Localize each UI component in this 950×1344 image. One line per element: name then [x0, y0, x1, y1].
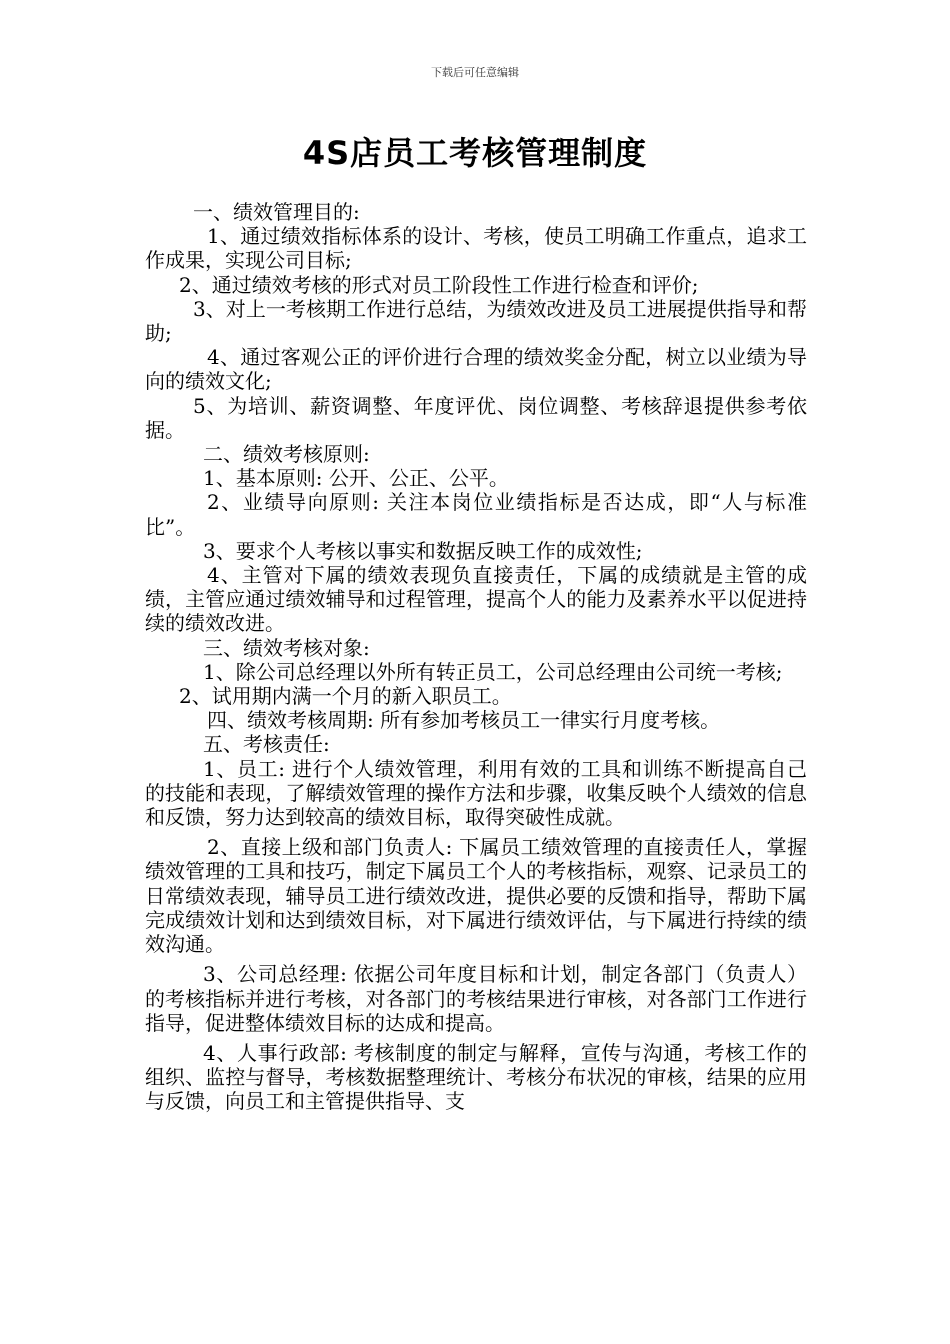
paragraph: 1、通过绩效指标体系的设计、考核，使员工明确工作重点，追求工作成果，实现公司目标;: [145, 224, 807, 273]
paragraph: 4、主管对下属的绩效表现负直接责任，下属的成绩就是主管的成绩，主管应通过绩效辅导和过程管理，提高个人的能力及素养水平以促进持续的绩效改进。: [145, 563, 807, 636]
paragraph: 1、员工: 进行个人绩效管理，利用有效的工具和训练不断提高自己的技能和表现，了解绩效管理的操作方法和步骤，收集反映个人绩效的信息和反馈，努力达到较高的绩效目标，取得突破性成就。: [145, 756, 807, 830]
paragraph: 2、业绩导向原则: 关注本岗位业绩指标是否达成，即“人与标准比”。: [145, 490, 807, 539]
paragraph: 3、公司总经理: 依据公司年度目标和计划，制定各部门（负责人）的考核指标并进行考核，对各部门的考核结果进行审核，对各部门工作进行指导，促进整体绩效目标的达成和提高。: [145, 962, 807, 1035]
paragraph: 二、绩效考核原则:: [203, 442, 370, 467]
paragraph: 4、通过客观公正的评价进行合理的绩效奖金分配，树立以业绩为导向的绩效文化;: [145, 345, 807, 394]
paragraph: 1、基本原则: 公开、公正、公平。: [203, 466, 509, 491]
paragraph: 2、直接上级和部门负责人: 下属员工绩效管理的直接责任人，掌握绩效管理的工具和技巧，制定下属员工个人的考核指标，观察、记录员工的日常绩效表现，辅导员工进行绩效改进，提供必要的反馈和指导，帮助下属完成绩效计划和达到绩效目标，对下属进行绩效评估，与下属进行持续的绩效沟通。: [145, 835, 807, 957]
paragraph: 3、对上一考核期工作进行总结，为绩效改进及员工进展提供指导和帮助;: [145, 296, 807, 346]
paragraph: 5、为培训、薪资调整、年度评优、岗位调整、考核辞退提供参考依据。: [145, 393, 807, 442]
paragraph: 1、除公司总经理以外所有转正员工，公司总经理由公司统一考核;: [203, 659, 783, 684]
document-title: 4S店员工考核管理制度: [302, 134, 648, 172]
paragraph: 4、人事行政部: 考核制度的制定与解释，宣传与沟通，考核工作的组织、监控与督导，考核数据整理统计、考核分布状况的审核，结果的应用与反馈，向员工和主管提供指导、支: [145, 1040, 807, 1114]
header-note: 下载后可任意编辑: [431, 66, 519, 79]
paragraph: 2、通过绩效考核的形式对员工阶段性工作进行检查和评价;: [179, 272, 699, 297]
paragraph: 2、试用期内满一个月的新入职员工。: [179, 684, 512, 709]
paragraph: 3、要求个人考核以事实和数据反映工作的成效性;: [203, 538, 643, 563]
paragraph: 三、绩效考核对象:: [203, 635, 370, 660]
paragraph: 一、绩效管理目的:: [193, 200, 360, 224]
paragraph: 四、绩效考核周期: 所有参加考核员工一律实行月度考核。: [207, 708, 721, 733]
document-body: [145, 200, 807, 1114]
paragraph: 五、考核责任:: [203, 732, 330, 757]
